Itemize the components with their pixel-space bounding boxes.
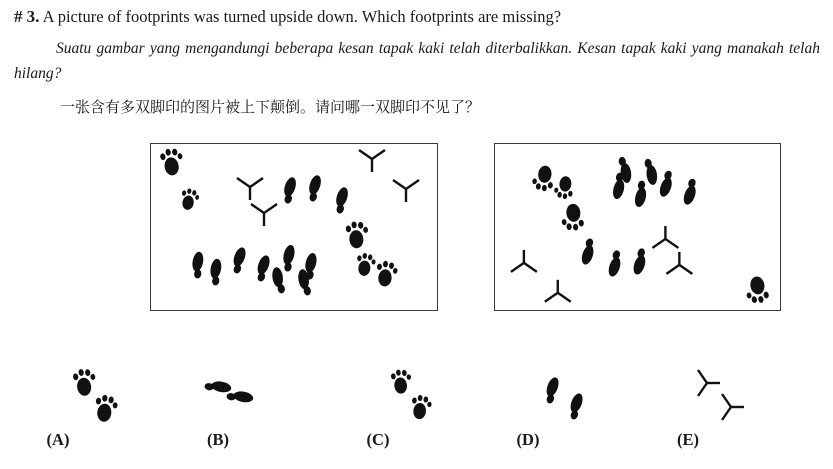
human-footprints-pair-icon: [500, 368, 640, 430]
bird-tracks-icon: [660, 368, 800, 430]
option-b-label: (B): [207, 430, 229, 449]
question-line-english: [14, 6, 824, 28]
question-marker: #: [14, 7, 23, 26]
footprints-artwork-right: [495, 144, 778, 308]
question-text-english: A picture of footprints was turned upside down. Which footprints are missing?: [42, 7, 562, 26]
paw-prints-pair-icon: [350, 368, 490, 430]
upside-down-footprints-picture: [494, 143, 781, 311]
option-e-label: (E): [677, 430, 699, 449]
original-footprints-picture: [150, 143, 438, 311]
paw-prints-icon: [30, 368, 170, 430]
footprints-artwork-left: [151, 144, 435, 308]
option-e[interactable]: [660, 368, 800, 460]
question-text-malay: Suatu gambar yang mengandungi beberapa kesan tapak kaki telah diterbalikkan. Kesan tapak kaki yang manakah telah hilang?: [14, 40, 820, 82]
question-text-chinese: 一张含有多双脚印的图片被上下颠倒。请问哪一双脚印不见了？: [60, 98, 481, 116]
question-number: 3.: [26, 7, 40, 26]
option-a-label: (A): [46, 430, 70, 449]
answer-options: [0, 368, 833, 460]
option-b[interactable]: [190, 368, 330, 460]
option-c[interactable]: [350, 368, 490, 460]
option-c-label: (C): [366, 430, 390, 449]
option-a[interactable]: [30, 368, 170, 460]
human-footprints-icon: [190, 368, 330, 430]
option-d-label: (D): [516, 430, 540, 449]
option-d[interactable]: [500, 368, 640, 460]
